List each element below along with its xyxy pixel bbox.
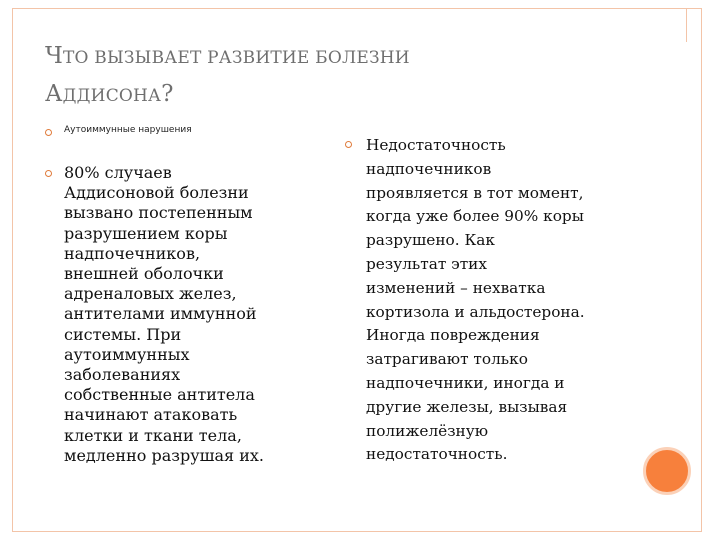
bullet-icon	[45, 170, 52, 177]
title-line-1	[45, 38, 565, 76]
text-line: надпочечников,	[64, 243, 201, 263]
text-line: медленно разрушая их.	[64, 445, 264, 465]
left-small-bullet: Аутоиммунные нарушения	[64, 125, 192, 135]
decorative-orange-circle	[643, 447, 691, 495]
text-line: полижелёзную	[366, 421, 489, 440]
text-line: Аддисоновой болезни	[64, 183, 249, 203]
text-line: когда уже более 90% коры	[366, 207, 584, 226]
text-line: вызвано постепенным	[64, 203, 253, 223]
right-column-text	[366, 134, 585, 467]
title-line-2-capital: А	[45, 81, 63, 107]
text-line: затрагивают только	[366, 350, 528, 369]
text-line: надпочечников	[366, 159, 492, 178]
text-line: системы. При	[64, 324, 182, 344]
text-line: аутоиммунных	[64, 344, 190, 364]
bullet-icon	[45, 129, 52, 136]
text-line: кортизола и альдостерона.	[366, 302, 585, 321]
text-line: другие железы, вызывая	[366, 397, 568, 416]
bullet-icon	[345, 141, 352, 148]
left-column-text	[64, 163, 264, 466]
text-line: антителами иммунной	[64, 304, 257, 324]
text-line: результат этих	[366, 254, 487, 273]
text-line: проявляется в тот момент,	[366, 183, 584, 202]
title-line-1-capital: Ч	[45, 43, 63, 69]
text-line: надпочечники, иногда и	[366, 373, 565, 392]
slide-title	[45, 38, 565, 114]
text-line: Иногда повреждения	[366, 326, 540, 345]
text-line: недостаточность.	[366, 445, 508, 464]
text-line: разрушено. Как	[366, 231, 495, 250]
text-line: 80% случаев	[64, 163, 172, 182]
text-line: Недостаточность	[366, 136, 506, 154]
text-line: заболеваниях	[64, 365, 181, 385]
title-line-1-text: ТО ВЫЗЫВАЕТ РАЗВИТИЕ БОЛЕЗНИ	[62, 48, 410, 68]
frame-corner-decoration	[686, 8, 703, 42]
text-line: адреналовых желез,	[64, 284, 237, 304]
title-question-mark: ?	[161, 81, 174, 107]
text-line: клетки и ткани тела,	[64, 425, 242, 445]
text-line: изменений – нехватка	[366, 278, 546, 297]
title-line-2	[45, 76, 565, 114]
text-line: разрушением коры	[64, 223, 228, 243]
text-line: начинают атаковать	[64, 405, 238, 425]
title-line-2-text: ДДИСОНА	[62, 86, 162, 106]
text-line: внешней оболочки	[64, 264, 224, 284]
text-line: собственные антитела	[64, 385, 255, 405]
